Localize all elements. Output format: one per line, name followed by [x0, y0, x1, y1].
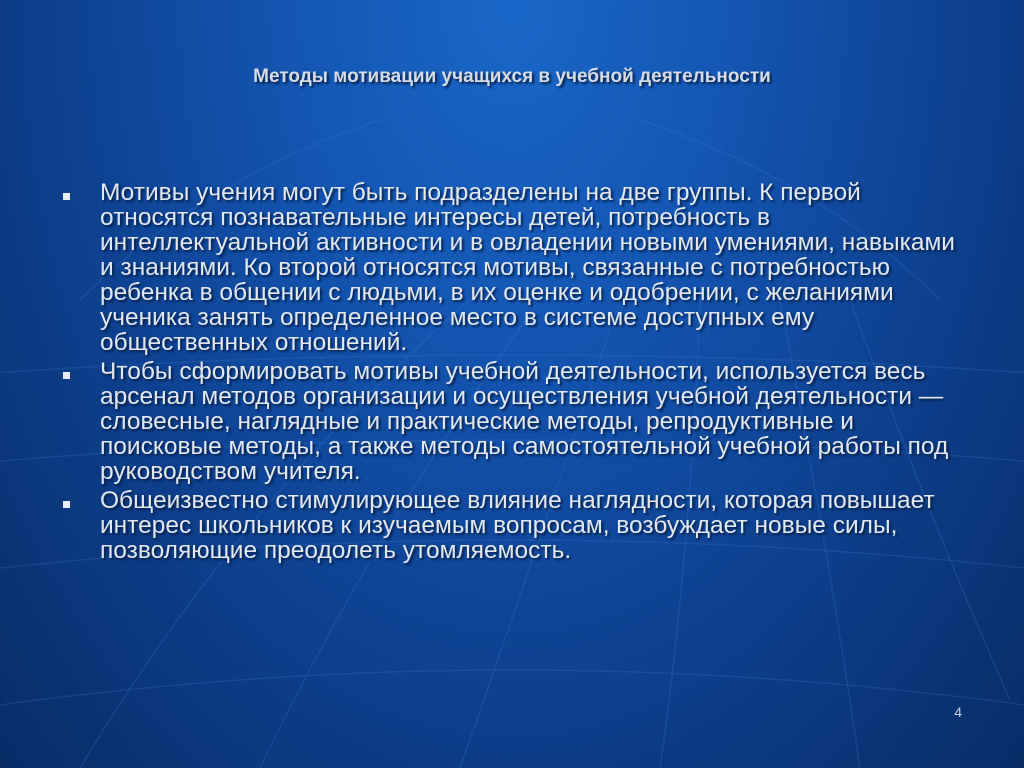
- list-item: [60, 488, 970, 563]
- bullet-list: [60, 180, 970, 567]
- square-bullet-icon: [63, 193, 70, 200]
- slide-title: Методы мотивации учащихся в учебной деятельности: [253, 66, 771, 87]
- list-item: [60, 180, 970, 355]
- bullet-text: Мотивы учения могут быть подразделены на две группы. К первой относятся познавательные интересы детей, потребность в интеллектуальной активности и в овладении новыми умениями, навыками и знаниями. Ко второй относятся мотивы, связанные с потребностью ребенка в общении с людьми, в их оценке и одобрении, с желаниями ученика занять определенное место в системе доступных ему общественных отношений.: [100, 179, 955, 356]
- square-bullet-icon: [63, 501, 70, 508]
- square-bullet-icon: [63, 372, 70, 379]
- bullet-text: Чтобы сформировать мотивы учебной деятельности, используется весь арсенал методов организации и осуществления учебной деятельности — словесные, наглядные и практические методы, репродуктивные и поисковые методы, а также методы самостоятельной учебной работы под руководством учителя.: [100, 358, 949, 485]
- page-number: 4: [954, 704, 962, 720]
- list-item: [60, 359, 970, 484]
- bullet-text: Общеизвестно стимулирующее влияние наглядности, которая повышает интерес школьников к изучаемым вопросам, возбуждает новые силы, позволяющие преодолеть утомляемость.: [100, 487, 935, 564]
